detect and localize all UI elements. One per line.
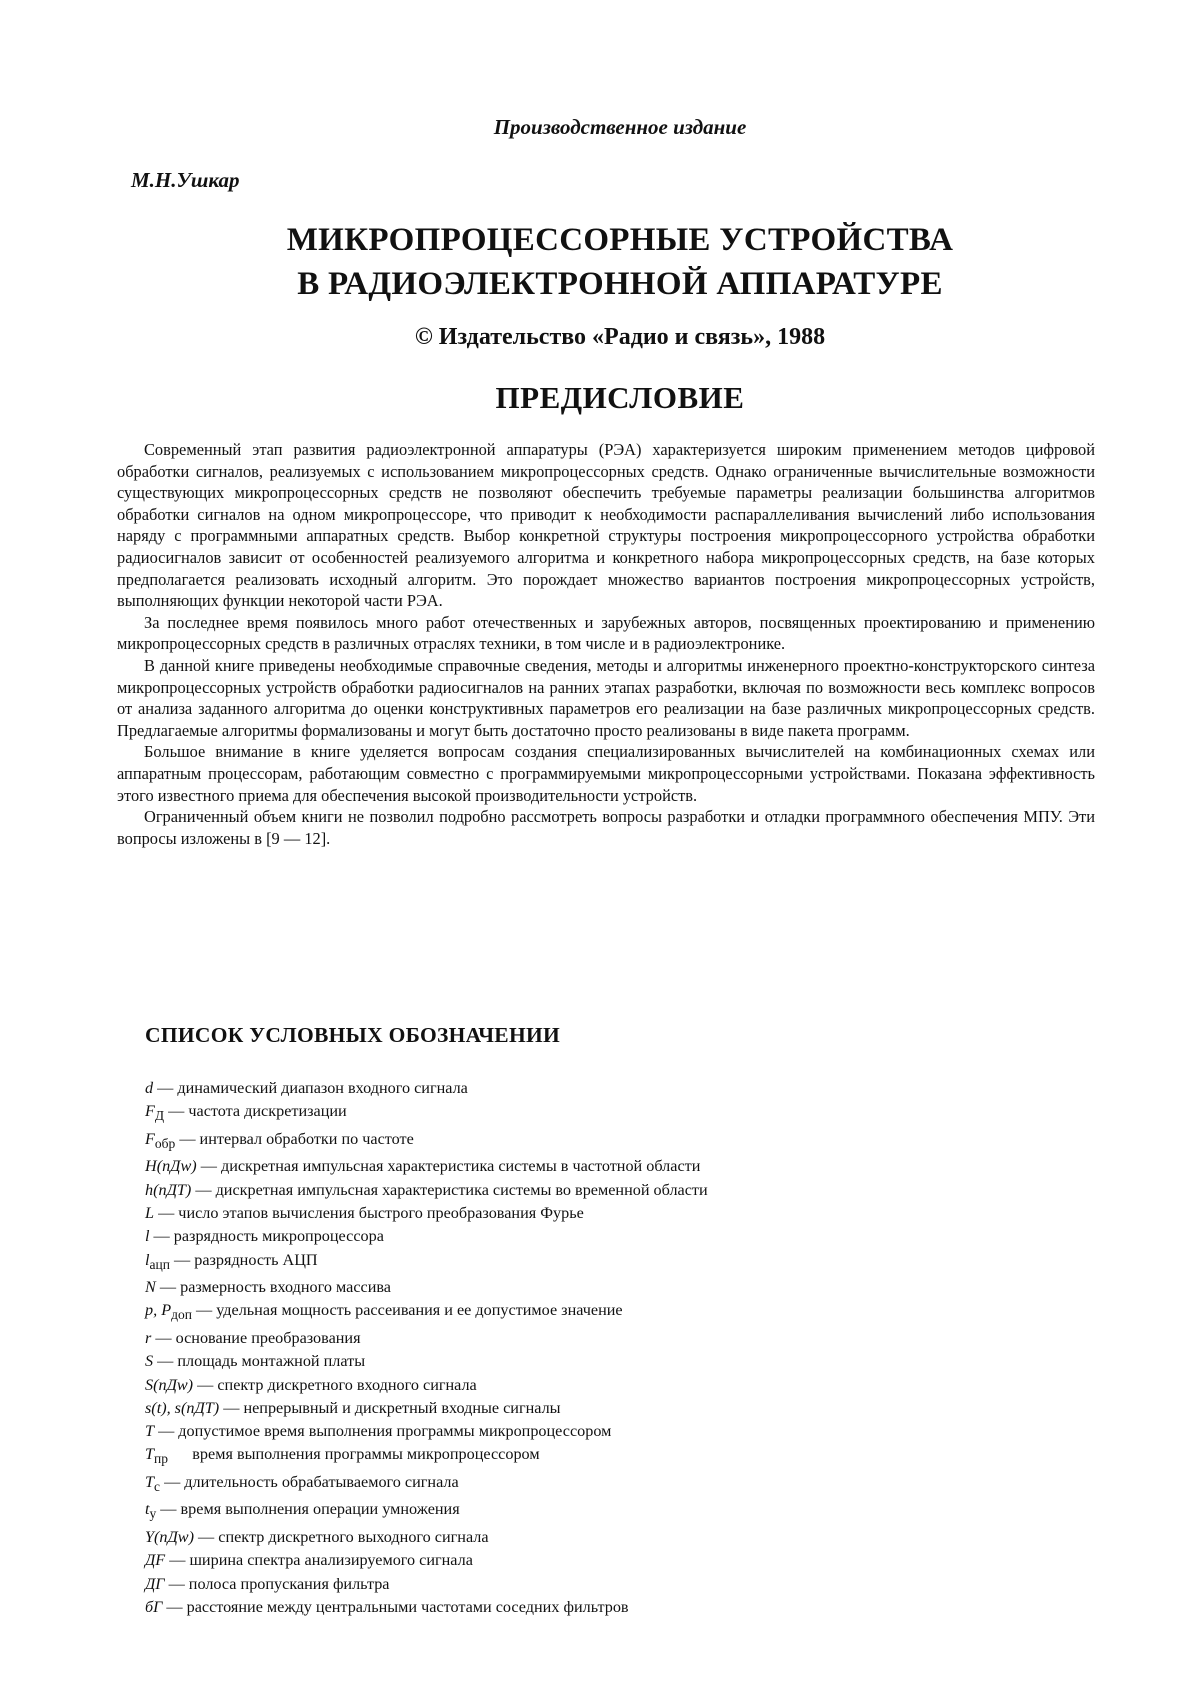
symbol-subscript: Д bbox=[154, 1108, 165, 1124]
symbol-list-item bbox=[145, 1155, 708, 1178]
symbol-notation: H(nДw) bbox=[145, 1157, 197, 1176]
symbol-list-item bbox=[145, 1573, 708, 1596]
symbol-subscript: у bbox=[149, 1506, 157, 1522]
symbol-notation: h(nДТ) bbox=[145, 1180, 192, 1199]
symbol-description: — время выполнения операции умножения bbox=[156, 1500, 460, 1519]
preface-paragraph: Современный этап развития радиоэлектронной аппаратуры (РЭА) характеризуется широким применением методов цифровой обработки сигналов, реализуемых с использованием микропроцессорных средств. Однако ограниченные вычислительные возможности существующих микропроцессорных средств не позволяют обеспечить требуемые параметры реализации большинства алгоритмов обработки сигналов на одном микропроцессоре, что приводит к необходимости распараллеливания вычислений либо использования наряду с программными аппаратных средств. Выбор конкретной структуры построения микропроцессорного устройства обработки радиосигналов зависит от особенностей реализуемого алгоритма и конкретного набора микропроцессорных средств, на базе которых предполагается реализовать исходный алгоритм. Это порождает множество вариантов построения микропроцессорных устройств, выполняющих функции некоторой части РЭА. bbox=[117, 440, 1095, 611]
book-title-line-2: В РАДИОЭЛЕКТРОННОЙ АППАРАТУРЕ bbox=[297, 266, 943, 302]
symbol-list-item bbox=[145, 1327, 708, 1350]
symbol-notation: ДГ bbox=[145, 1574, 165, 1593]
symbol-description: — полоса пропускания фильтра bbox=[164, 1574, 390, 1593]
symbol-list-item bbox=[145, 1471, 708, 1499]
symbol-notation: d bbox=[145, 1079, 154, 1097]
symbol-notation: ДF bbox=[145, 1551, 166, 1570]
preface-body bbox=[117, 439, 1095, 849]
symbol-list-item bbox=[145, 1077, 708, 1100]
symbol-description: — удельная мощность рассеивания и ее допустимое значение bbox=[191, 1301, 623, 1320]
symbol-list-item bbox=[145, 1350, 708, 1373]
symbol-list-item bbox=[145, 1276, 708, 1299]
symbol-list-item bbox=[145, 1225, 708, 1248]
book-title bbox=[0, 218, 1200, 306]
symbol-notation: p, P bbox=[145, 1301, 172, 1320]
symbol-notation: N bbox=[145, 1278, 156, 1297]
symbol-description: — непрерывный и дискретный входные сигналы bbox=[219, 1398, 561, 1417]
symbols-heading: СПИСОК УСЛОВНЫХ ОБОЗНАЧЕНИИ bbox=[145, 1023, 561, 1047]
author-name: М.Н.Ушкар bbox=[131, 168, 240, 192]
symbol-description: — основание преобразования bbox=[151, 1328, 361, 1347]
symbol-notation: F bbox=[145, 1129, 155, 1148]
symbol-list-item bbox=[145, 1179, 708, 1202]
symbol-description: — размерность входного массива bbox=[155, 1278, 391, 1297]
preface-paragraph: В данной книге приведены необходимые справочные сведения, методы и алгоритмы инженерного проектно-конструкторского синтеза микропроцессорных устройств обработки радиосигналов на ранних этапах разработки, включая по возможности весь комплекс вопросов от анализа заданного алгоритма до оценки конструктивных параметров его реализации на базе различных микропроцессорных средств. Предлагаемые алгоритмы формализованы и могут быть достаточно просто реализованы в виде пакета программ. bbox=[117, 655, 1095, 740]
symbol-description: — спектр дискретного входного сигнала bbox=[193, 1375, 477, 1394]
preface-heading: ПРЕДИСЛОВИЕ bbox=[495, 380, 745, 415]
book-title-line-1: МИКРОПРОЦЕССОРНЫЕ УСТРОЙСТВА bbox=[286, 222, 954, 258]
symbol-description: — ширина спектра анализируемого сигнала bbox=[165, 1551, 473, 1570]
symbol-notation: s(t), s(nДТ) bbox=[145, 1398, 220, 1417]
symbol-description: — допустимое время выполнения программы микропроцессором bbox=[154, 1422, 612, 1441]
symbol-description: — расстояние между центральными частотами соседних фильтров bbox=[162, 1597, 629, 1616]
symbol-list-item bbox=[145, 1526, 708, 1549]
preface-paragraph: Большое внимание в книге уделяется вопросам создания специализированных вычислителей на комбинационных схемах или аппаратным процессорам, работающим совместно с программируемыми микропроцессорными устройствами. Показана эффективность этого известного приема для обеспечения высокой производительности устройств. bbox=[117, 742, 1095, 805]
symbol-list-item bbox=[145, 1420, 708, 1443]
symbol-list-item bbox=[145, 1299, 708, 1327]
symbol-list-item bbox=[145, 1443, 708, 1471]
symbol-subscript: с bbox=[154, 1479, 161, 1495]
symbols-list bbox=[145, 1077, 708, 1619]
symbol-description: — разрядность микропроцессора bbox=[149, 1227, 384, 1246]
symbol-list-item bbox=[145, 1374, 708, 1397]
symbol-notation: Т bbox=[145, 1422, 155, 1441]
symbol-description: — динамический диапазон входного сигнала bbox=[153, 1079, 468, 1097]
symbol-notation: S bbox=[145, 1352, 154, 1371]
preface-paragraph: Ограниченный объем книги не позволил подробно рассмотреть вопросы разработки и отладки программного обеспечения МПУ. Эти вопросы изложены в [9 — 12]. bbox=[117, 807, 1095, 848]
symbol-notation: L bbox=[145, 1203, 155, 1222]
symbol-description: — интервал обработки по частоте bbox=[175, 1129, 414, 1148]
publication-type: Производственное издание bbox=[493, 115, 747, 139]
symbol-description: — длительность обрабатываемого сигнала bbox=[160, 1472, 459, 1491]
symbol-list-item bbox=[145, 1397, 708, 1420]
symbol-notation: F bbox=[145, 1102, 155, 1121]
symbol-subscript: ацп bbox=[149, 1256, 170, 1272]
symbol-list-item bbox=[145, 1249, 708, 1277]
symbol-notation: T bbox=[145, 1472, 155, 1491]
symbol-list-item bbox=[145, 1128, 708, 1156]
symbol-notation: r bbox=[145, 1328, 152, 1347]
symbol-notation: T bbox=[145, 1445, 155, 1464]
symbol-description: — разрядность АЦП bbox=[169, 1250, 318, 1269]
symbol-notation: Y(nДw) bbox=[145, 1527, 194, 1546]
copyright-notice: © Издательство «Радио и связь», 1988 bbox=[414, 324, 826, 350]
symbol-description: время выполнения программы микропроцессором bbox=[168, 1445, 540, 1464]
symbol-notation: бГ bbox=[145, 1597, 163, 1616]
symbol-subscript: доп bbox=[171, 1307, 192, 1323]
symbol-subscript: пр bbox=[154, 1451, 168, 1467]
symbol-description: — дискретная импульсная характеристика системы во временной области bbox=[191, 1180, 708, 1199]
symbol-list-item bbox=[145, 1498, 708, 1526]
symbol-description: — частота дискретизации bbox=[164, 1102, 347, 1121]
symbol-description: — площадь монтажной платы bbox=[153, 1352, 366, 1371]
symbol-description: — число этапов вычисления быстрого преобразования Фурье bbox=[154, 1203, 584, 1222]
symbol-list-item bbox=[145, 1202, 708, 1225]
symbol-subscript: обр bbox=[154, 1136, 176, 1152]
symbol-list-item bbox=[145, 1596, 708, 1619]
symbol-notation: S(nДw) bbox=[145, 1375, 194, 1394]
symbol-description: — спектр дискретного выходного сигнала bbox=[193, 1527, 489, 1546]
symbol-notation: t bbox=[145, 1500, 150, 1519]
symbol-notation: l bbox=[145, 1250, 150, 1269]
symbol-description: — дискретная импульсная характеристика системы в частотной области bbox=[196, 1157, 701, 1176]
preface-paragraph: За последнее время появилось много работ отечественных и зарубежных авторов, посвященных проектированию и применению микропроцессорных средств в различных отраслях техники, в том числе и в радиоэлектронике. bbox=[117, 612, 1095, 654]
symbol-list-item bbox=[145, 1100, 708, 1128]
symbol-list-item bbox=[145, 1549, 708, 1572]
symbol-notation: l bbox=[145, 1227, 150, 1246]
